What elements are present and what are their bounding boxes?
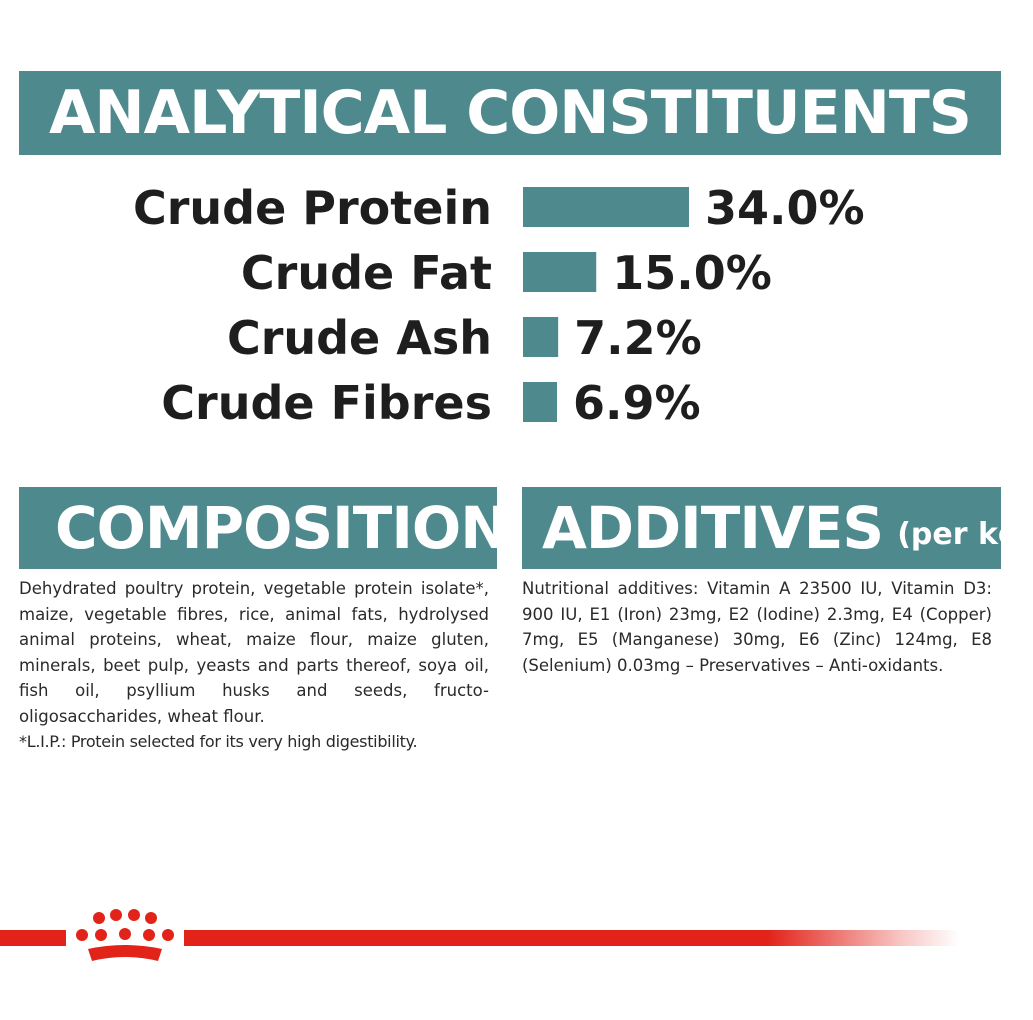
additives-subtitle: (per kg) <box>897 516 1033 552</box>
value-label: 6.9% <box>573 376 701 430</box>
value-label: 15.0% <box>612 246 772 300</box>
composition-title: COMPOSITION <box>55 494 508 562</box>
composition-header <box>19 487 508 569</box>
crown-icon <box>66 905 184 969</box>
category-label: Crude Fat <box>240 246 492 300</box>
analytical-title: ANALYTICAL CONSTITUENTS <box>49 78 971 148</box>
composition-text: Dehydrated poultry protein, vegetable protein isolate*, maize, vegetable fibres, rice, animal fats, hydrolysed animal proteins, wheat, maize flour, maize gluten, minerals, beet pulp, yeasts and parts thereof, soya oil, fish oil, psyllium husks and seeds, fructo-oligosaccharides, wheat flour. <box>19 579 489 726</box>
composition-footnote: *L.I.P.: Protein selected for its very high digestibility. <box>19 732 418 751</box>
bar-crude-fat <box>523 252 596 292</box>
additives-title: ADDITIVES <box>542 494 884 562</box>
category-label: Crude Ash <box>226 311 492 365</box>
value-label: 34.0% <box>705 181 865 235</box>
value-label: 7.2% <box>574 311 702 365</box>
analytical-constituents-header <box>19 71 1001 155</box>
bar-crude-ash <box>523 317 558 357</box>
category-label: Crude Protein <box>132 181 492 235</box>
bar-crude-protein <box>523 187 689 227</box>
additives-text: Nutritional additives: Vitamin A 23500 IU, Vitamin D3: 900 IU, E1 (Iron) 23mg, E2 (Iodine) 2.3mg, E4 (Copper) 7mg, E5 (Manganese) 30mg, E6 (Zinc) 124mg, E8 (Selenium) 0.03mg – Preservatives – Anti-oxidants. <box>522 579 992 675</box>
bar-crude-fibres <box>523 382 557 422</box>
analytical-bar-chart <box>0 170 1020 440</box>
additives-header <box>522 487 1033 569</box>
category-label: Crude Fibres <box>161 376 492 430</box>
